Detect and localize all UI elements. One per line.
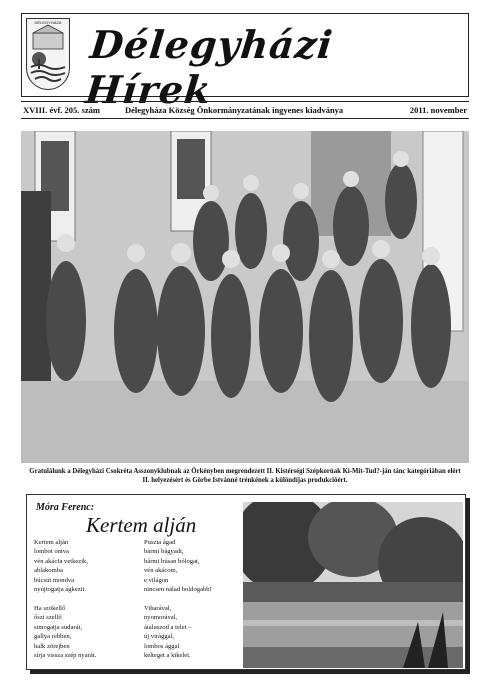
photo-caption (21, 467, 469, 485)
poem-stanza-4 (144, 604, 191, 660)
poem-line: sírja vissza szép nyarát. (34, 652, 97, 660)
caption-line-2: II. helyezésért és Görbe Istvánné trénkének a különdíjas produkcióért. (142, 477, 348, 484)
group-photo (21, 131, 469, 463)
poem-line: őszi szellő (34, 614, 62, 622)
poem-line: simogatja sudarát, (34, 623, 82, 631)
poem-line: ablakomba (34, 567, 63, 575)
poem-line: kelteget a kikelet. (144, 652, 191, 660)
poem-line: nyújtogatja ágkezit. (34, 586, 86, 594)
poem-line: halk zörejben (34, 642, 70, 650)
poem-line: Ha szökellő (34, 605, 66, 612)
issue-date: 2011. november (409, 105, 467, 115)
caption-line-1: Gratulálunk a Délegyházi Csokréta Asszonyklubnak az Örkényben megrendezett II. Kistérségi Szépkorúak Ki-Mit-Tud?-ján tánc kategóriában elért (29, 468, 461, 475)
crest-label: DÉLEGYHÁZA (34, 20, 62, 25)
poem-line: nyomorával, (144, 614, 178, 622)
poem-line: e világon (144, 576, 169, 584)
poem-line: bármi búsan bólogat, (144, 557, 200, 565)
poem-line: lombot ontva (34, 548, 69, 556)
poem-stanza-2 (34, 604, 96, 660)
poem-line: búcsút mondva (34, 576, 75, 584)
poem-line: vén akácom, (144, 567, 178, 575)
publication-subtitle: Délegyháza Község Önkormányzatának ingyenes kiadványa (125, 105, 344, 115)
poem-author: Móra Ferenc: (36, 502, 95, 513)
poem-stanza-3 (144, 538, 212, 594)
poem-line: Kertem alján (34, 539, 69, 546)
poem-line: lombos ággal (144, 642, 180, 650)
municipal-crest-icon (26, 18, 70, 90)
poem-line: átaluszod a telet – (144, 623, 192, 631)
poem-line: gallya rebben, (34, 633, 72, 641)
newspaper-title: Délegyházi Hírek (83, 22, 336, 112)
poem-line: vén akácfa vetkezik, (34, 557, 88, 565)
poem-line: Viharával, (144, 605, 172, 612)
poem-line: nincsen nálad boldogabb! (144, 586, 212, 594)
issue-info-bar (21, 101, 469, 119)
issue-number: XVIII. évf. 205. szám (23, 105, 100, 115)
pond-landscape-photo (243, 502, 463, 668)
poem-line: bármi bágyadt, (144, 548, 184, 556)
poem-stanza-1 (34, 538, 88, 594)
poem-line: Puszta ágad (144, 539, 176, 546)
poem-line: új virággal, (144, 633, 175, 641)
poem-title: Kertem alján (86, 513, 197, 537)
